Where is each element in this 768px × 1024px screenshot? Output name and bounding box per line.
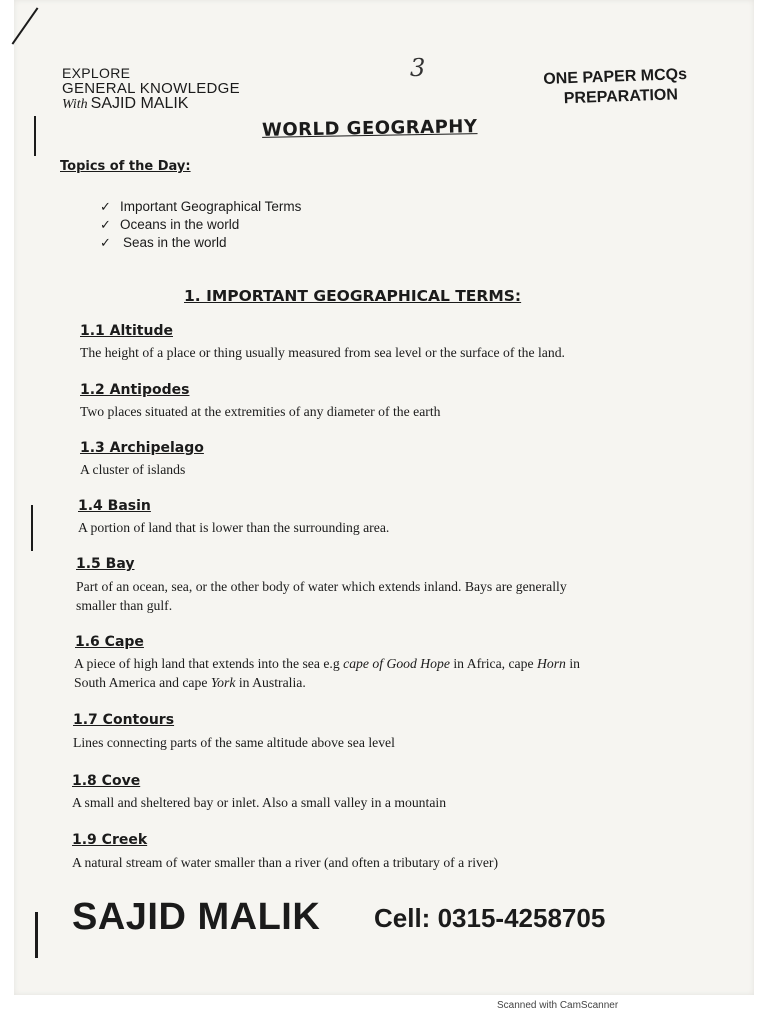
term-definition: A portion of land that is lower than the surrounding area. [78,520,390,535]
topic-item [100,198,301,216]
header-general-knowledge: GENERAL KNOWLEDGE [62,80,240,97]
topics-list [100,198,301,252]
header-explore: EXPLORE [62,65,131,81]
header-preparation: PREPARATION [563,86,679,108]
term-heading: 1.9 Creek [72,832,148,848]
topic-label: Oceans in the world [120,217,240,232]
term-heading: 1.1 Altitude [80,323,173,339]
term-definition: A natural stream of water smaller than a river (and often a tributary of a river) [72,855,499,870]
term-definition-line [74,654,694,673]
term-definition: A small and sheltered bay or inlet. Also a small valley in a mountain [72,795,447,810]
check-icon: ✓ [100,217,111,232]
page-title: WORLD GEOGRAPHY [261,116,478,141]
term-definition [74,654,694,692]
footer-cell-number: Cell: 0315-4258705 [374,903,606,933]
pen-mark-2 [31,505,33,551]
term-definition: The height of a place or thing usually measured from sea level or the surface of the land. [80,345,565,360]
term-heading: 1.7 Contours [73,712,175,728]
header-right-brand [543,65,688,110]
term-heading: 1.8 Cove [72,773,141,789]
text-run-italic: York [210,675,236,690]
text-run: A piece of high land that extends into the sea e.g [74,656,344,671]
topic-item [100,216,301,234]
term-heading: 1.4 Basin [78,498,151,514]
term-definition: Two places situated at the extremities of any diameter of the earth [80,404,441,419]
check-icon: ✓ [100,235,111,250]
text-run-italic: Horn [536,656,566,671]
check-icon: ✓ [100,199,111,214]
term-definition-line: smaller than gulf. [76,598,173,613]
term-definition: A cluster of islands [80,462,186,477]
scanner-watermark: Scanned with CamScanner [497,1000,619,1011]
text-run: in Africa, cape [449,656,537,671]
text-run-italic: cape of Good Hope [343,656,450,671]
header-one-paper: ONE PAPER MCQs [543,65,688,88]
footer-author-name: SAJID MALIK [72,896,321,938]
term-heading: 1.5 Bay [76,556,135,572]
term-definition: Lines connecting parts of the same altitude above sea level [73,735,395,750]
text-run: in Australia. [235,675,306,690]
term-heading: 1.6 Cape [75,634,144,650]
topic-label: Seas in the world [123,235,227,250]
topic-item [100,234,301,252]
page-number-mark: 3 [410,54,426,82]
header-left-brand [62,66,240,112]
section-title: 1. IMPORTANT GEOGRAPHICAL TERMS: [184,287,522,305]
header-author [62,96,240,112]
topics-heading: Topics of the Day: [60,159,191,174]
header-with: With [62,97,88,112]
pen-mark-3 [35,912,38,958]
term-heading: 1.3 Archipelago [80,440,204,456]
pen-mark-1 [34,116,36,156]
header-author-name: SAJID MALIK [90,95,189,112]
text-run: South America and cape [74,675,211,690]
term-definition-line: Part of an ocean, sea, or the other body of water which extends inland. Bays are generally [76,579,567,594]
term-definition-line [74,673,694,692]
topic-label: Important Geographical Terms [120,199,302,214]
term-definition [76,577,696,615]
text-run: in [565,656,580,671]
term-heading: 1.2 Antipodes [80,382,190,398]
